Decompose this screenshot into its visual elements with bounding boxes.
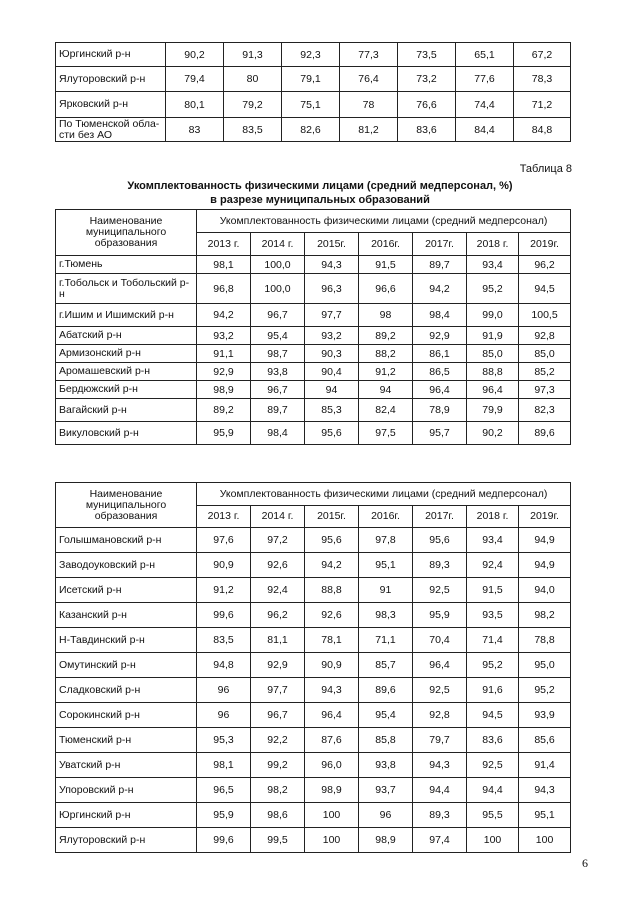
- value-cell: 90,9: [305, 653, 359, 678]
- value-cell: 95,2: [519, 678, 571, 703]
- value-cell: 85,0: [519, 345, 571, 363]
- value-cell: 91,1: [197, 345, 251, 363]
- table-row: [56, 678, 571, 703]
- value-cell: 89,7: [413, 256, 467, 274]
- row-name-cell: Сладковский р-н: [56, 678, 197, 703]
- value-cell: 87,6: [305, 728, 359, 753]
- value-cell: 85,3: [305, 399, 359, 422]
- table-row: [56, 803, 571, 828]
- value-cell: 88,8: [467, 363, 519, 381]
- table-row: [56, 778, 571, 803]
- value-cell: 99,2: [251, 753, 305, 778]
- table-row: [56, 256, 571, 274]
- value-cell: 95,6: [413, 528, 467, 553]
- header-year-cell: 2019г.: [519, 233, 571, 256]
- value-cell: 98,2: [519, 603, 571, 628]
- value-cell: 96: [359, 803, 413, 828]
- value-cell: 83,6: [398, 118, 456, 142]
- value-cell: 94,9: [519, 553, 571, 578]
- table-row: [56, 578, 571, 603]
- value-cell: 93,4: [467, 528, 519, 553]
- table-row: [56, 728, 571, 753]
- value-cell: 98,7: [251, 345, 305, 363]
- row-name-cell: Ялуторовский р-н: [56, 67, 166, 92]
- value-cell: 91: [359, 578, 413, 603]
- value-cell: 95,2: [467, 653, 519, 678]
- value-cell: 77,3: [340, 43, 398, 67]
- value-cell: 98,3: [359, 603, 413, 628]
- row-name-cell: г.Тобольск и Тобольский р-н: [56, 274, 197, 304]
- table-title-line1: Укомплектованность физическими лицами (средний медперсонал, %): [127, 180, 513, 192]
- value-cell: 96,4: [305, 703, 359, 728]
- value-cell: 95,1: [519, 803, 571, 828]
- header-name-column: Наименование муниципального образования: [56, 483, 197, 528]
- value-cell: 100: [467, 828, 519, 853]
- table-row: [56, 92, 571, 118]
- row-name-cell: Юргинский р-н: [56, 43, 166, 67]
- header-year-cell: 2017г.: [413, 506, 467, 528]
- value-cell: 100,0: [251, 274, 305, 304]
- value-cell: 96,2: [251, 603, 305, 628]
- row-name-cell: г.Тюмень: [56, 256, 197, 274]
- value-cell: 92,9: [197, 363, 251, 381]
- row-name-cell: Викуловский р-н: [56, 422, 197, 445]
- value-cell: 92,5: [413, 678, 467, 703]
- table-row: [56, 528, 571, 553]
- value-cell: 94,3: [305, 256, 359, 274]
- value-cell: 84,4: [456, 118, 514, 142]
- table-row: [56, 43, 571, 67]
- value-cell: 84,8: [514, 118, 571, 142]
- row-name-cell: Омутинский р-н: [56, 653, 197, 678]
- value-cell: 98: [359, 304, 413, 327]
- row-name-cell: Ярковский р-н: [56, 92, 166, 118]
- value-cell: 91,3: [224, 43, 282, 67]
- value-cell: 78,3: [514, 67, 571, 92]
- value-cell: 85,2: [519, 363, 571, 381]
- value-cell: 90,2: [467, 422, 519, 445]
- value-cell: 83,5: [197, 628, 251, 653]
- value-cell: 78,1: [305, 628, 359, 653]
- row-name-cell: Заводоуковский р-н: [56, 553, 197, 578]
- value-cell: 94,5: [467, 703, 519, 728]
- value-cell: 99,6: [197, 828, 251, 853]
- value-cell: 98,2: [251, 778, 305, 803]
- header-year-cell: 2014 г.: [251, 233, 305, 256]
- value-cell: 89,2: [197, 399, 251, 422]
- value-cell: 94,3: [519, 778, 571, 803]
- value-cell: 97,3: [519, 381, 571, 399]
- value-cell: 67,2: [514, 43, 571, 67]
- value-cell: 94,2: [197, 304, 251, 327]
- header-year-cell: 2018 г.: [467, 506, 519, 528]
- row-name-cell: Упоровский р-н: [56, 778, 197, 803]
- value-cell: 96,7: [251, 381, 305, 399]
- value-cell: 92,3: [282, 43, 340, 67]
- header-name-column: Наименование муниципального образования: [56, 210, 197, 256]
- value-cell: 82,6: [282, 118, 340, 142]
- value-cell: 96: [197, 678, 251, 703]
- value-cell: 65,1: [456, 43, 514, 67]
- row-name-cell: По Тюменской обла-сти без АО: [56, 118, 166, 142]
- value-cell: 83,5: [224, 118, 282, 142]
- value-cell: 92,9: [413, 327, 467, 345]
- table-row: [56, 753, 571, 778]
- value-cell: 96,7: [251, 304, 305, 327]
- value-cell: 80,1: [166, 92, 224, 118]
- value-cell: 95,9: [197, 803, 251, 828]
- value-cell: 78,8: [519, 628, 571, 653]
- value-cell: 90,2: [166, 43, 224, 67]
- value-cell: 92,5: [467, 753, 519, 778]
- row-name-cell: Юргинский р-н: [56, 803, 197, 828]
- value-cell: 95,1: [359, 553, 413, 578]
- value-cell: 71,2: [514, 92, 571, 118]
- value-cell: 71,1: [359, 628, 413, 653]
- value-cell: 91,4: [519, 753, 571, 778]
- value-cell: 97,8: [359, 528, 413, 553]
- value-cell: 91,2: [197, 578, 251, 603]
- value-cell: 97,5: [359, 422, 413, 445]
- table-row: [56, 345, 571, 363]
- value-cell: 93,4: [467, 256, 519, 274]
- value-cell: 95,7: [413, 422, 467, 445]
- header-year-cell: 2018 г.: [467, 233, 519, 256]
- table-row: [56, 828, 571, 853]
- value-cell: 100: [519, 828, 571, 853]
- row-name-cell: Аромашевский р-н: [56, 363, 197, 381]
- value-cell: 90,9: [197, 553, 251, 578]
- value-cell: 73,2: [398, 67, 456, 92]
- value-cell: 99,0: [467, 304, 519, 327]
- value-cell: 91,2: [359, 363, 413, 381]
- value-cell: 85,7: [359, 653, 413, 678]
- value-cell: 98,4: [251, 422, 305, 445]
- value-cell: 94,2: [305, 553, 359, 578]
- row-name-cell: Сорокинский р-н: [56, 703, 197, 728]
- value-cell: 95,2: [467, 274, 519, 304]
- row-name-cell: Вагайский р-н: [56, 399, 197, 422]
- value-cell: 86,1: [413, 345, 467, 363]
- row-name-cell: г.Ишим и Ишимский р-н: [56, 304, 197, 327]
- value-cell: 93,9: [519, 703, 571, 728]
- table-row: [56, 67, 571, 92]
- value-cell: 92,8: [413, 703, 467, 728]
- value-cell: 92,5: [413, 578, 467, 603]
- value-cell: 83: [166, 118, 224, 142]
- value-cell: 85,6: [519, 728, 571, 753]
- row-name-cell: Голышмановский р-н: [56, 528, 197, 553]
- table-label: Таблица 8: [519, 163, 572, 175]
- value-cell: 79,2: [224, 92, 282, 118]
- row-name-cell: Исетский р-н: [56, 578, 197, 603]
- row-name-cell: Уватский р-н: [56, 753, 197, 778]
- value-cell: 73,5: [398, 43, 456, 67]
- value-cell: 94,3: [413, 753, 467, 778]
- value-cell: 91,5: [467, 578, 519, 603]
- value-cell: 92,8: [519, 327, 571, 345]
- value-cell: 95,4: [251, 327, 305, 345]
- value-cell: 96,0: [305, 753, 359, 778]
- header-group: Укомплектованность физическими лицами (средний медперсонал): [197, 210, 571, 233]
- value-cell: 99,5: [251, 828, 305, 853]
- header-year-cell: 2016г.: [359, 506, 413, 528]
- value-cell: 98,1: [197, 753, 251, 778]
- table-title-line2: в разрезе муниципальных образований: [210, 194, 430, 206]
- value-cell: 94,4: [413, 778, 467, 803]
- value-cell: 79,1: [282, 67, 340, 92]
- header-year-cell: 2013 г.: [197, 506, 251, 528]
- value-cell: 97,4: [413, 828, 467, 853]
- value-cell: 78,9: [413, 399, 467, 422]
- table-row: [56, 628, 571, 653]
- value-cell: 89,6: [519, 422, 571, 445]
- header-year-cell: 2015г.: [305, 233, 359, 256]
- value-cell: 93,5: [467, 603, 519, 628]
- value-cell: 93,8: [251, 363, 305, 381]
- value-cell: 96,3: [305, 274, 359, 304]
- value-cell: 94,9: [519, 528, 571, 553]
- value-cell: 95,6: [305, 422, 359, 445]
- table-row: [56, 553, 571, 578]
- row-name-cell: Ялуторовский р-н: [56, 828, 197, 853]
- value-cell: 95,6: [305, 528, 359, 553]
- row-name-cell: Н-Тавдинский р-н: [56, 628, 197, 653]
- value-cell: 89,7: [251, 399, 305, 422]
- value-cell: 76,4: [340, 67, 398, 92]
- value-cell: 95,9: [197, 422, 251, 445]
- value-cell: 89,2: [359, 327, 413, 345]
- value-cell: 100: [305, 828, 359, 853]
- value-cell: 96: [197, 703, 251, 728]
- row-name-cell: Тюменский р-н: [56, 728, 197, 753]
- value-cell: 95,3: [197, 728, 251, 753]
- header-year-cell: 2014 г.: [251, 506, 305, 528]
- value-cell: 79,4: [166, 67, 224, 92]
- value-cell: 98,4: [413, 304, 467, 327]
- header-year-cell: 2016г.: [359, 233, 413, 256]
- value-cell: 92,6: [305, 603, 359, 628]
- value-cell: 80: [224, 67, 282, 92]
- value-cell: 92,2: [251, 728, 305, 753]
- value-cell: 91,5: [359, 256, 413, 274]
- value-cell: 95,5: [467, 803, 519, 828]
- value-cell: 81,2: [340, 118, 398, 142]
- value-cell: 78: [340, 92, 398, 118]
- table-row: [56, 304, 571, 327]
- row-name-cell: Армизонский р-н: [56, 345, 197, 363]
- table-row: [56, 381, 571, 399]
- value-cell: 99,6: [197, 603, 251, 628]
- value-cell: 94,5: [519, 274, 571, 304]
- value-cell: 93,7: [359, 778, 413, 803]
- page-number: 6: [582, 856, 588, 870]
- value-cell: 85,0: [467, 345, 519, 363]
- table-row: [56, 422, 571, 445]
- value-cell: 96,4: [413, 653, 467, 678]
- value-cell: 95,9: [413, 603, 467, 628]
- value-cell: 97,6: [197, 528, 251, 553]
- value-cell: 98,9: [305, 778, 359, 803]
- value-cell: 92,4: [251, 578, 305, 603]
- value-cell: 88,2: [359, 345, 413, 363]
- value-cell: 74,4: [456, 92, 514, 118]
- table-row: [56, 363, 571, 381]
- value-cell: 76,6: [398, 92, 456, 118]
- value-cell: 93,2: [305, 327, 359, 345]
- value-cell: 97,7: [305, 304, 359, 327]
- value-cell: 94: [359, 381, 413, 399]
- table-row: [56, 274, 571, 304]
- value-cell: 77,6: [456, 67, 514, 92]
- value-cell: 89,3: [413, 803, 467, 828]
- value-cell: 98,9: [359, 828, 413, 853]
- value-cell: 95,0: [519, 653, 571, 678]
- value-cell: 89,3: [413, 553, 467, 578]
- value-cell: 79,9: [467, 399, 519, 422]
- value-cell: 92,4: [467, 553, 519, 578]
- header-year-cell: 2019г.: [519, 506, 571, 528]
- value-cell: 97,2: [251, 528, 305, 553]
- value-cell: 94: [305, 381, 359, 399]
- value-cell: 96,8: [197, 274, 251, 304]
- value-cell: 93,8: [359, 753, 413, 778]
- table-row: [56, 399, 571, 422]
- value-cell: 98,6: [251, 803, 305, 828]
- header-year-cell: 2015г.: [305, 506, 359, 528]
- value-cell: 98,9: [197, 381, 251, 399]
- value-cell: 90,4: [305, 363, 359, 381]
- value-cell: 98,1: [197, 256, 251, 274]
- value-cell: 96,4: [413, 381, 467, 399]
- row-name-cell: Казанский р-н: [56, 603, 197, 628]
- value-cell: 95,4: [359, 703, 413, 728]
- value-cell: 96,7: [251, 703, 305, 728]
- value-cell: 75,1: [282, 92, 340, 118]
- value-cell: 81,1: [251, 628, 305, 653]
- value-cell: 96,5: [197, 778, 251, 803]
- value-cell: 93,2: [197, 327, 251, 345]
- table-row: [56, 703, 571, 728]
- value-cell: 94,4: [467, 778, 519, 803]
- value-cell: 94,0: [519, 578, 571, 603]
- value-cell: 70,4: [413, 628, 467, 653]
- value-cell: 92,9: [251, 653, 305, 678]
- header-year-cell: 2017г.: [413, 233, 467, 256]
- value-cell: 94,2: [413, 274, 467, 304]
- table-row: [56, 653, 571, 678]
- table-row: [56, 118, 571, 142]
- value-cell: 97,7: [251, 678, 305, 703]
- value-cell: 100,0: [251, 256, 305, 274]
- value-cell: 91,9: [467, 327, 519, 345]
- table-row: [56, 603, 571, 628]
- value-cell: 90,3: [305, 345, 359, 363]
- value-cell: 92,6: [251, 553, 305, 578]
- header-year-cell: 2013 г.: [197, 233, 251, 256]
- value-cell: 96,4: [467, 381, 519, 399]
- value-cell: 96,6: [359, 274, 413, 304]
- value-cell: 94,8: [197, 653, 251, 678]
- value-cell: 85,8: [359, 728, 413, 753]
- staffing-table-part1: [55, 209, 571, 445]
- row-name-cell: Абатский р-н: [56, 327, 197, 345]
- staffing-table-part2: [55, 482, 571, 853]
- value-cell: 83,6: [467, 728, 519, 753]
- value-cell: 100,5: [519, 304, 571, 327]
- value-cell: 94,3: [305, 678, 359, 703]
- value-cell: 86,5: [413, 363, 467, 381]
- value-cell: 100: [305, 803, 359, 828]
- value-cell: 96,2: [519, 256, 571, 274]
- header-group: Укомплектованность физическими лицами (средний медперсонал): [197, 483, 571, 506]
- value-cell: 88,8: [305, 578, 359, 603]
- value-cell: 82,4: [359, 399, 413, 422]
- row-name-cell: Бердюжский р-н: [56, 381, 197, 399]
- value-cell: 91,6: [467, 678, 519, 703]
- value-cell: 79,7: [413, 728, 467, 753]
- value-cell: 89,6: [359, 678, 413, 703]
- top-continuation-table: [55, 42, 571, 142]
- table-row: [56, 327, 571, 345]
- value-cell: 71,4: [467, 628, 519, 653]
- value-cell: 82,3: [519, 399, 571, 422]
